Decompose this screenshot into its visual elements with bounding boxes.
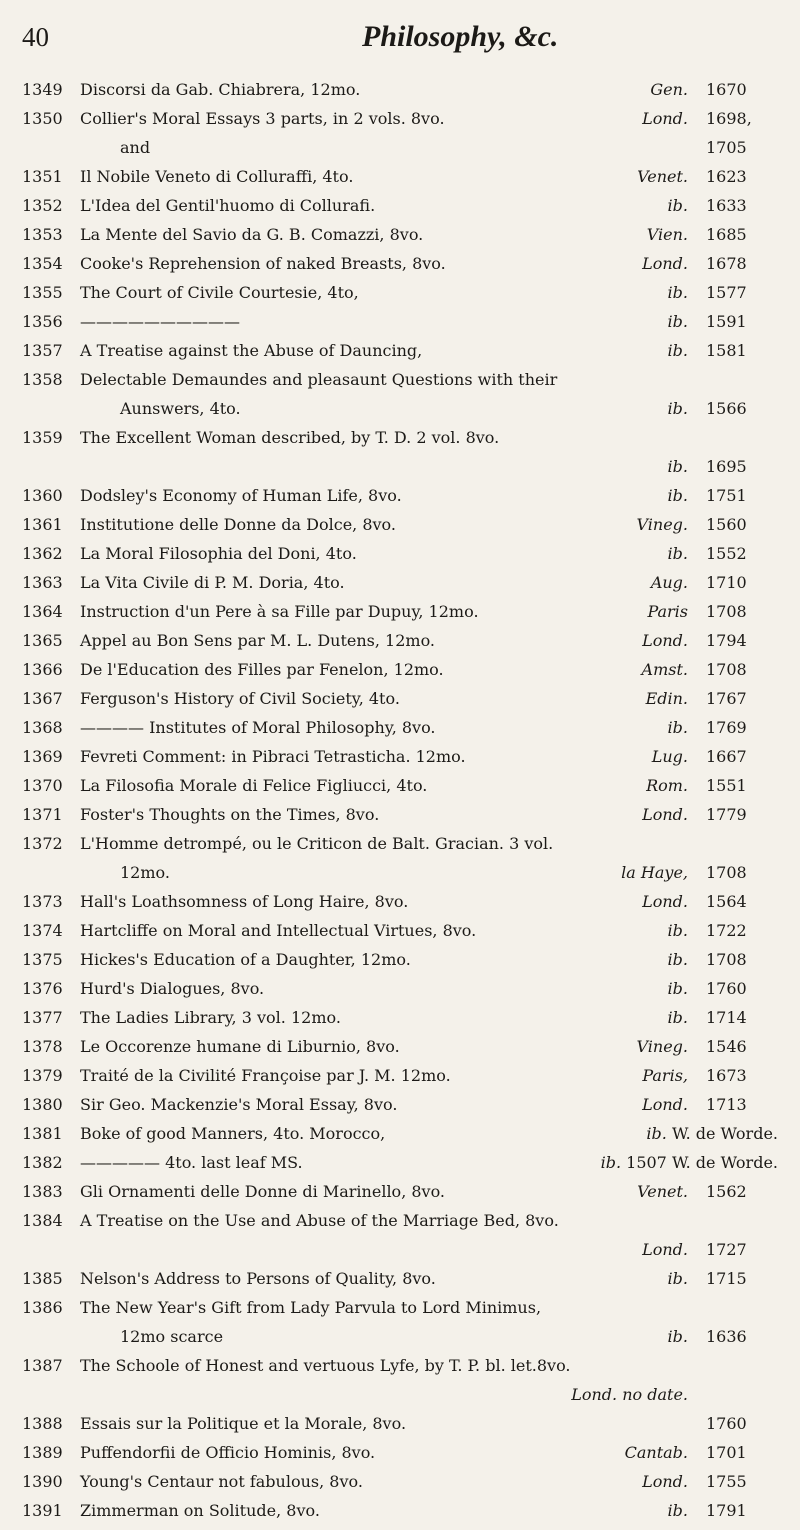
lot-number: 1362: [22, 544, 63, 563]
lot-number: 1374: [22, 921, 63, 940]
imprint: [601, 1153, 778, 1172]
imprint-year: 1695: [706, 457, 747, 476]
imprint-year: 1708: [706, 950, 747, 969]
imprint-year: 1722: [706, 921, 747, 940]
imprint-place: ib.: [667, 1269, 688, 1288]
book-title: The New Year's Gift from Lady Parvula to Lord Minimus,: [80, 1298, 542, 1317]
catalogue-line: [0, 457, 800, 486]
lot-number: 1359: [22, 428, 63, 447]
imprint-place: ib.: [667, 196, 688, 215]
lot-number: 1350: [22, 109, 63, 128]
imprint-year: 1678: [706, 254, 747, 273]
imprint-place: Venet.: [637, 1182, 688, 1201]
book-title: ———— Institutes of Moral Philosophy, 8vo.: [80, 718, 436, 737]
imprint-place: Lond.: [642, 1472, 688, 1491]
imprint-year: 1713: [706, 1095, 747, 1114]
catalogue-line: [0, 950, 800, 979]
book-title: and: [120, 138, 151, 157]
book-title: ————— 4to. last leaf MS.: [80, 1153, 303, 1172]
book-title: A Treatise against the Abuse of Dauncing,: [80, 341, 423, 360]
book-title: Delectable Demaundes and pleasaunt Questions with their: [80, 370, 558, 389]
lot-number: 1364: [22, 602, 63, 621]
book-title: The Ladies Library, 3 vol. 12mo.: [80, 1008, 341, 1027]
imprint-place: Edin.: [645, 689, 688, 708]
imprint-year: 1714: [706, 1008, 747, 1027]
catalogue-line: [0, 631, 800, 660]
book-title: De l'Education des Filles par Fenelon, 12mo.: [80, 660, 444, 679]
imprint-place: ib.: [667, 1327, 688, 1346]
lot-number: 1380: [22, 1095, 63, 1114]
book-title: Traité de la Civilité Françoise par J. M. 12mo.: [80, 1066, 451, 1085]
catalogue-line: [0, 138, 800, 167]
lot-number: 1388: [22, 1414, 63, 1433]
book-title: La Vita Civile di P. M. Doria, 4to.: [80, 573, 345, 592]
imprint-place: Paris,: [642, 1066, 688, 1085]
imprint-place: la Haye,: [621, 863, 688, 882]
imprint-place: Lond.: [642, 1095, 688, 1114]
book-title: Boke of good Manners, 4to. Morocco,: [80, 1124, 386, 1143]
book-title: Le Occorenze humane di Liburnio, 8vo.: [80, 1037, 400, 1056]
book-title: Discorsi da Gab. Chiabrera, 12mo.: [80, 80, 361, 99]
imprint-year: 1708: [706, 863, 747, 882]
lot-number: 1352: [22, 196, 63, 215]
imprint-place: ib.: [600, 1153, 622, 1172]
book-title: Essais sur la Politique et la Morale, 8vo.: [80, 1414, 407, 1433]
catalogue-line: [0, 1327, 800, 1356]
lot-number: 1355: [22, 283, 63, 302]
catalogue-line: [0, 602, 800, 631]
imprint-place: ib.: [667, 921, 688, 940]
catalogue-line: [0, 254, 800, 283]
imprint-year: 1760: [706, 1414, 747, 1433]
book-title: Il Nobile Veneto di Colluraffi, 4to.: [80, 167, 354, 186]
imprint-place: ib.: [646, 1124, 667, 1143]
lot-number: 1390: [22, 1472, 63, 1491]
book-title: Dodsley's Economy of Human Life, 8vo.: [80, 486, 402, 505]
lot-number: 1366: [22, 660, 63, 679]
book-title: Instruction d'un Pere à sa Fille par Dupuy, 12mo.: [80, 602, 479, 621]
imprint-year: 1670: [706, 80, 747, 99]
imprint-year: 1779: [706, 805, 747, 824]
lot-number: 1353: [22, 225, 63, 244]
book-title: Hickes's Education of a Daughter, 12mo.: [80, 950, 411, 969]
imprint-year: 1591: [706, 312, 747, 331]
imprint-year: 1636: [706, 1327, 747, 1346]
imprint-year: 1708: [706, 660, 747, 679]
lot-number: 1354: [22, 254, 63, 273]
book-title: Hartcliffe on Moral and Intellectual Virtues, 8vo.: [80, 921, 477, 940]
imprint-year: 1562: [706, 1182, 747, 1201]
imprint-year: 1698,: [706, 109, 752, 128]
book-title: Appel au Bon Sens par M. L. Dutens, 12mo.: [80, 631, 436, 650]
catalogue-line: [0, 486, 800, 515]
catalogue-line: [0, 80, 800, 109]
imprint-place: ib.: [667, 399, 688, 418]
imprint-place: Gen.: [650, 80, 688, 99]
imprint-year: 1791: [706, 1501, 747, 1520]
catalogue-line: [0, 225, 800, 254]
book-title: L'Homme detrompé, ou le Criticon de Balt. Gracian. 3 vol.: [80, 834, 554, 853]
book-title: Sir Geo. Mackenzie's Moral Essay, 8vo.: [80, 1095, 398, 1114]
lot-number: 1361: [22, 515, 63, 534]
catalogue-line: [0, 428, 800, 457]
catalogue-line: [0, 167, 800, 196]
imprint-place: ib.: [667, 950, 688, 969]
imprint-printer: W. de Worde.: [671, 1124, 778, 1143]
imprint-place: Amst.: [641, 660, 688, 679]
lot-number: 1367: [22, 689, 63, 708]
imprint-place: ib.: [667, 1501, 688, 1520]
catalogue-line: [0, 1153, 800, 1182]
imprint-place: ib.: [667, 1008, 688, 1027]
imprint-year: 1560: [706, 515, 747, 534]
lot-number: 1356: [22, 312, 63, 331]
imprint-year: 1727: [706, 1240, 747, 1259]
book-title: Ferguson's History of Civil Society, 4to.: [80, 689, 400, 708]
imprint-place: ib.: [667, 341, 688, 360]
imprint-year: 1755: [706, 1472, 747, 1491]
lot-number: 1382: [22, 1153, 63, 1172]
imprint-place: Rom.: [646, 776, 688, 795]
book-title: Nelson's Address to Persons of Quality, 8vo.: [80, 1269, 436, 1288]
lot-number: 1373: [22, 892, 63, 911]
imprint-place: Cantab.: [624, 1443, 688, 1462]
imprint-place: Lond. no date.: [571, 1385, 688, 1404]
imprint-year: 1577: [706, 283, 747, 302]
catalogue-line: [0, 515, 800, 544]
lot-number: 1372: [22, 834, 63, 853]
imprint-place: ib.: [667, 283, 688, 302]
catalogue-line: [0, 660, 800, 689]
imprint-year: 1566: [706, 399, 747, 418]
lot-number: 1349: [22, 80, 63, 99]
catalogue-line: [0, 1414, 800, 1443]
catalogue-line: [0, 834, 800, 863]
lot-number: 1369: [22, 747, 63, 766]
book-title: 12mo scarce: [120, 1327, 224, 1346]
catalogue-line: [0, 892, 800, 921]
imprint-place: Lond.: [642, 631, 688, 650]
catalogue-line: [0, 1501, 800, 1530]
lot-number: 1377: [22, 1008, 63, 1027]
catalogue-line: [0, 283, 800, 312]
imprint-year: 1794: [706, 631, 747, 650]
catalogue-line: [0, 863, 800, 892]
catalogue-line: [0, 109, 800, 138]
imprint-place: Vien.: [646, 225, 688, 244]
book-title: Hall's Loathsomness of Long Haire, 8vo.: [80, 892, 409, 911]
imprint-place: Lond.: [642, 1240, 688, 1259]
lot-number: 1357: [22, 341, 63, 360]
imprint-year: 1708: [706, 602, 747, 621]
catalogue-line: [0, 312, 800, 341]
catalogue-line: [0, 921, 800, 950]
catalogue-line: [0, 1095, 800, 1124]
lot-number: 1365: [22, 631, 63, 650]
imprint-place: Lug.: [651, 747, 688, 766]
imprint-place: Venet.: [637, 167, 688, 186]
imprint-place: Lond.: [642, 892, 688, 911]
lot-number: 1386: [22, 1298, 63, 1317]
book-title: Foster's Thoughts on the Times, 8vo.: [80, 805, 380, 824]
book-title: ——————————: [80, 312, 240, 331]
imprint-year: 1564: [706, 892, 747, 911]
lot-number: 1387: [22, 1356, 63, 1375]
book-title: La Mente del Savio da G. B. Comazzi, 8vo.: [80, 225, 424, 244]
catalogue-list: [0, 80, 800, 1530]
imprint-year: 1667: [706, 747, 747, 766]
lot-number: 1379: [22, 1066, 63, 1085]
catalogue-line: [0, 370, 800, 399]
lot-number: 1363: [22, 573, 63, 592]
imprint: [646, 1124, 778, 1143]
imprint-place: Lond.: [642, 805, 688, 824]
book-title: Puffendorfii de Officio Hominis, 8vo.: [80, 1443, 376, 1462]
lot-number: 1370: [22, 776, 63, 795]
catalogue-line: [0, 399, 800, 428]
book-title: A Treatise on the Use and Abuse of the Marriage Bed, 8vo.: [80, 1211, 559, 1230]
catalogue-line: [0, 341, 800, 370]
catalogue-line: [0, 1472, 800, 1501]
book-title: Fevreti Comment: in Pibraci Tetrasticha. 12mo.: [80, 747, 466, 766]
catalogue-line: [0, 1298, 800, 1327]
lot-number: 1351: [22, 167, 63, 186]
imprint-year: 1551: [706, 776, 747, 795]
book-title: Gli Ornamenti delle Donne di Marinello, 8vo.: [80, 1182, 446, 1201]
book-title: The Schoole of Honest and vertuous Lyfe, by T. P. bl. let.8vo.: [80, 1356, 571, 1375]
imprint-place: Vineg.: [636, 515, 688, 534]
imprint-place: ib.: [667, 457, 688, 476]
imprint-year: 1767: [706, 689, 747, 708]
lot-number: 1383: [22, 1182, 63, 1201]
book-title: The Court of Civile Courtesie, 4to,: [80, 283, 359, 302]
catalogue-line: [0, 1182, 800, 1211]
imprint-place: ib.: [667, 312, 688, 331]
catalogue-line: [0, 776, 800, 805]
imprint-year: 1623: [706, 167, 747, 186]
catalogue-line: [0, 805, 800, 834]
lot-number: 1358: [22, 370, 63, 389]
imprint-place: Lond.: [642, 254, 688, 273]
book-title: La Moral Filosophia del Doni, 4to.: [80, 544, 357, 563]
book-title: Cooke's Reprehension of naked Breasts, 8vo.: [80, 254, 446, 273]
imprint-year: 1715: [706, 1269, 747, 1288]
imprint-place: Vineg.: [636, 1037, 688, 1056]
page-header: [22, 22, 778, 62]
imprint-place: Lond.: [642, 109, 688, 128]
imprint-year: 1710: [706, 573, 747, 592]
running-title: Philosophy, &c.: [362, 20, 559, 53]
catalogue-line: [0, 1037, 800, 1066]
imprint-year: 1769: [706, 718, 747, 737]
catalogue-line: [0, 1269, 800, 1298]
catalogue-line: [0, 1443, 800, 1472]
catalogue-line: [0, 1385, 800, 1414]
book-title: 12mo.: [120, 863, 170, 882]
lot-number: 1375: [22, 950, 63, 969]
page-number: 40: [22, 22, 49, 52]
imprint-place: ib.: [667, 979, 688, 998]
imprint-year: 1673: [706, 1066, 747, 1085]
imprint-year: 1751: [706, 486, 747, 505]
book-title: The Excellent Woman described, by T. D. 2 vol. 8vo.: [80, 428, 500, 447]
lot-number: 1385: [22, 1269, 63, 1288]
lot-number: 1376: [22, 979, 63, 998]
lot-number: 1360: [22, 486, 63, 505]
imprint-year: 1701: [706, 1443, 747, 1462]
catalogue-line: [0, 544, 800, 573]
imprint-place: Aug.: [650, 573, 688, 592]
book-title: Hurd's Dialogues, 8vo.: [80, 979, 265, 998]
book-title: Institutione delle Donne da Dolce, 8vo.: [80, 515, 396, 534]
lot-number: 1389: [22, 1443, 63, 1462]
lot-number: 1371: [22, 805, 63, 824]
imprint-year: 1552: [706, 544, 747, 563]
imprint-year: 1546: [706, 1037, 747, 1056]
catalogue-line: [0, 718, 800, 747]
lot-number: 1384: [22, 1211, 63, 1230]
catalogue-line: [0, 1066, 800, 1095]
book-title: La Filosofia Morale di Felice Figliucci, 4to.: [80, 776, 428, 795]
imprint-year: 1581: [706, 341, 747, 360]
catalogue-line: [0, 689, 800, 718]
imprint-year: 1705: [706, 138, 747, 157]
catalogue-line: [0, 196, 800, 225]
catalogue-line: [0, 1124, 800, 1153]
lot-number: 1391: [22, 1501, 63, 1520]
catalogue-line: [0, 1211, 800, 1240]
book-title: Collier's Moral Essays 3 parts, in 2 vols. 8vo.: [80, 109, 445, 128]
imprint-place: Paris: [647, 602, 688, 621]
imprint-year: 1633: [706, 196, 747, 215]
imprint-place: ib.: [667, 544, 688, 563]
imprint-year: 1760: [706, 979, 747, 998]
catalogue-line: [0, 1356, 800, 1385]
lot-number: 1381: [22, 1124, 63, 1143]
imprint-printer: 1507 W. de Worde.: [626, 1153, 778, 1172]
lot-number: 1378: [22, 1037, 63, 1056]
book-title: L'Idea del Gentil'huomo di Collurafi.: [80, 196, 376, 215]
imprint-place: ib.: [667, 486, 688, 505]
book-title: Zimmerman on Solitude, 8vo.: [80, 1501, 320, 1520]
catalogue-line: [0, 573, 800, 602]
book-title: Aunswers, 4to.: [120, 399, 241, 418]
lot-number: 1368: [22, 718, 63, 737]
catalogue-line: [0, 1008, 800, 1037]
imprint-place: ib.: [667, 718, 688, 737]
catalogue-line: [0, 747, 800, 776]
imprint-year: 1685: [706, 225, 747, 244]
catalogue-line: [0, 1240, 800, 1269]
book-title: Young's Centaur not fabulous, 8vo.: [80, 1472, 363, 1491]
catalogue-line: [0, 979, 800, 1008]
